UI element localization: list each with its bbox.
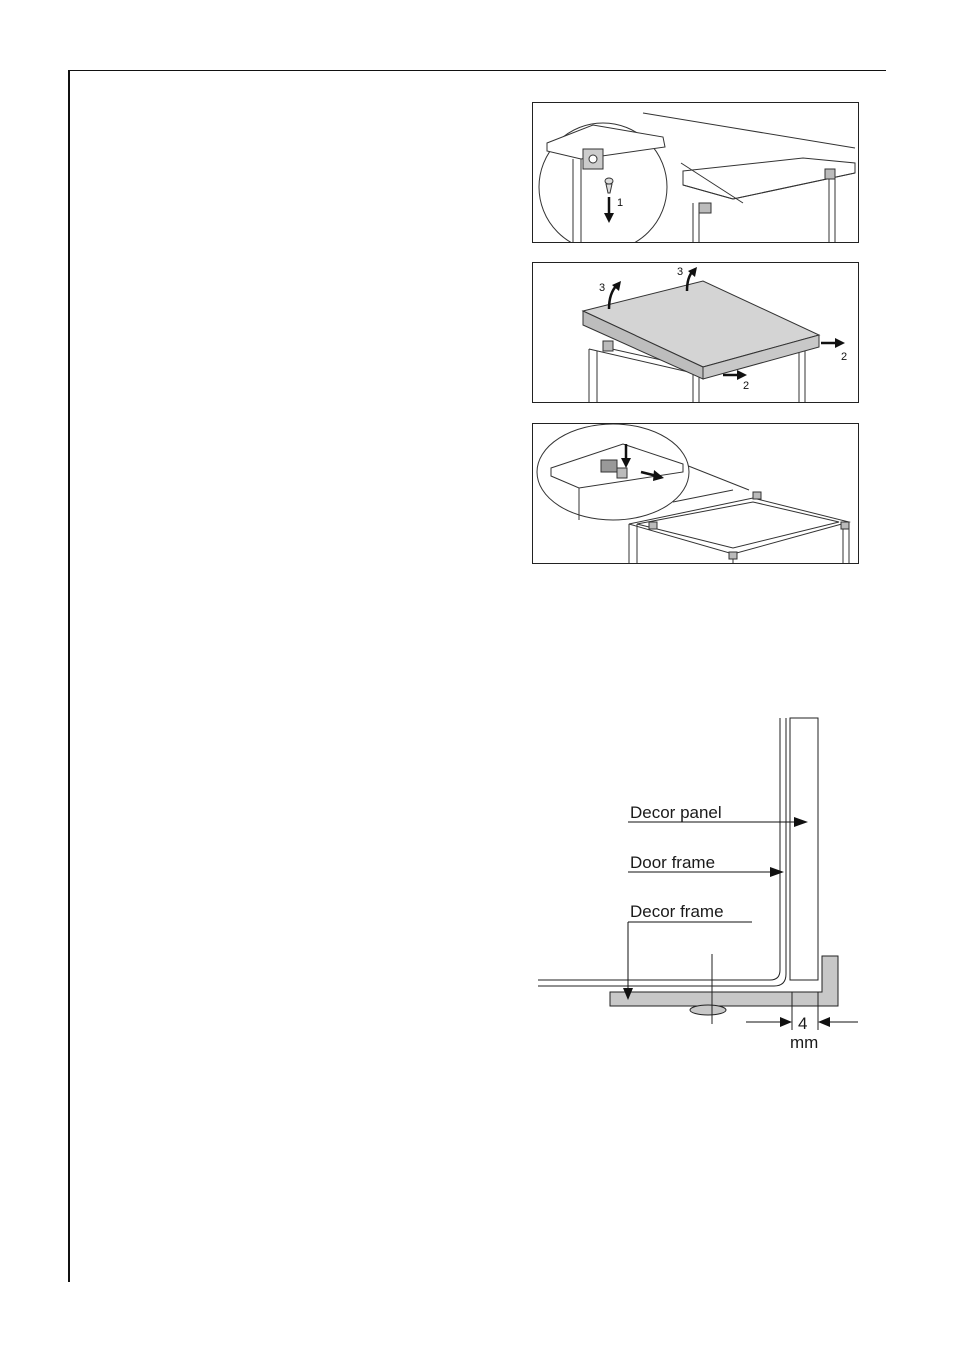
page-top-rule: [69, 70, 886, 71]
callout-2-bottom: 2: [743, 380, 750, 392]
label-decor-panel: Decor panel: [630, 803, 722, 822]
figure-remove-screw: [532, 102, 859, 243]
decor-frame-diagram: [530, 712, 870, 1062]
label-door-frame: Door frame: [630, 853, 716, 872]
dimension-value: 4: [798, 1014, 808, 1033]
callout-1: 1: [617, 197, 624, 209]
label-decor-frame: Decor frame: [630, 902, 724, 921]
figure-lift-worktop: [532, 262, 859, 403]
callout-3-left: 3: [599, 282, 606, 294]
page-left-rule: [68, 70, 70, 1282]
callout-3-right: 3: [677, 266, 684, 278]
figure-bracket-slide: [532, 423, 859, 564]
callout-2-right: 2: [841, 351, 848, 363]
dimension-unit: mm: [790, 1033, 819, 1052]
